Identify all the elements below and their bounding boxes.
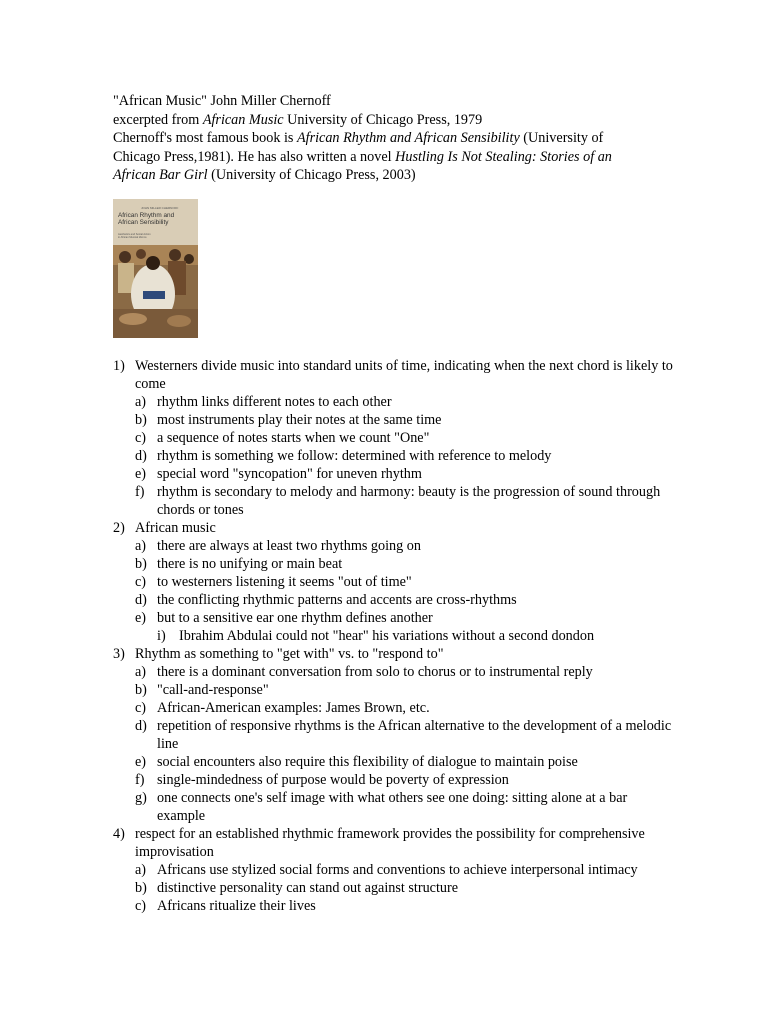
list-marker: e): [135, 610, 147, 626]
list-text: to westerners listening it seems "out of time": [157, 574, 412, 590]
list-item: [113, 393, 673, 411]
source-line: excerpted from African Music University of Chicago Press, 1979: [113, 111, 483, 128]
list-text: social encounters also require this flexibility of dialogue to maintain poise: [157, 754, 578, 770]
list-text: there is a dominant conversation from solo to chorus or to instrumental reply: [157, 664, 593, 680]
list-text: respect for an established rhythmic framework provides the possibility for comprehensive improvisation: [135, 826, 645, 860]
list-text: Ibrahim Abdulai could not "hear" his variations without a second dondon: [179, 628, 595, 644]
source-title: African Music: [202, 111, 284, 128]
list-text: "call-and-response": [157, 682, 269, 698]
list-marker: c): [135, 898, 147, 914]
list-item: [113, 789, 673, 825]
list-marker: e): [135, 754, 147, 770]
book-line-2: Chicago Press,1981). He has also written a novel Hustling Is Not Stealing: Stories of an: [113, 148, 612, 165]
list-item: [113, 573, 673, 591]
list-marker: f): [135, 484, 145, 500]
list-item: [113, 555, 673, 573]
book-title: African Rhythm and African Sensibility: [296, 130, 520, 146]
list-item: [113, 537, 673, 555]
outline-list: [113, 357, 673, 915]
list-marker: d): [135, 718, 147, 734]
list-marker: b): [135, 412, 147, 428]
book-line-1: Chernoff's most famous book is African Rhythm and African Sensibility (University of: [113, 130, 604, 146]
list-item: [113, 627, 673, 645]
list-text: single-mindedness of purpose would be poverty of expression: [157, 772, 509, 788]
list-item: [113, 771, 673, 789]
list-item: [113, 717, 673, 753]
list-marker: a): [135, 862, 147, 878]
list-marker: d): [135, 448, 147, 464]
list-marker: a): [135, 664, 147, 680]
list-marker: 1): [113, 358, 125, 374]
title-line: "African Music" John Miller Chernoff: [113, 93, 331, 109]
list-text: Africans use stylized social forms and conventions to achieve interpersonal intimacy: [157, 862, 638, 878]
novel-title-part1: Hustling Is Not Stealing: Stories of an: [395, 148, 612, 165]
list-item: [113, 609, 673, 627]
list-text: a sequence of notes starts when we count "One": [157, 430, 430, 446]
list-item: [113, 411, 673, 429]
list-text: there are always at least two rhythms going on: [157, 538, 421, 554]
list-text: African-American examples: James Brown, etc.: [157, 700, 430, 716]
list-marker: d): [135, 592, 147, 608]
list-marker: c): [135, 574, 147, 590]
list-marker: a): [135, 394, 147, 410]
list-text: Africans ritualize their lives: [157, 898, 316, 914]
cover-title: African Rhythm and African Sensibility: [118, 212, 175, 226]
list-text: special word "syncopation" for uneven rhythm: [157, 466, 422, 482]
book-line-3: African Bar Girl (University of Chicago Press, 2003): [113, 167, 416, 183]
list-item: [113, 699, 673, 717]
list-item: [113, 861, 673, 879]
novel-title-part2: African Bar Girl: [113, 167, 208, 183]
list-item: [113, 681, 673, 699]
list-text: there is no unifying or main beat: [157, 556, 343, 572]
list-marker: 3): [113, 646, 125, 662]
list-item: [113, 825, 673, 861]
list-marker: g): [135, 790, 147, 806]
cover-subtitle: Aesthetics and Social Action in African Musical Idioms: [118, 233, 151, 240]
cover-series-text: JOHN MILLER CHERNOFF: [141, 206, 179, 210]
list-text: Rhythm as something to "get with" vs. to "respond to": [135, 646, 444, 662]
list-item: [113, 591, 673, 609]
list-item: [113, 483, 673, 519]
list-marker: c): [135, 700, 147, 716]
list-marker: c): [135, 430, 147, 446]
list-item: [113, 897, 673, 915]
list-text: but to a sensitive ear one rhythm defines another: [157, 610, 433, 626]
list-text: the conflicting rhythmic patterns and accents are cross-rhythms: [157, 592, 517, 608]
list-marker: e): [135, 466, 147, 482]
list-text: Westerners divide music into standard units of time, indicating when the next chord is likely to come: [135, 358, 673, 392]
list-text: rhythm is secondary to melody and harmony: beauty is the progression of sound through chords or tones: [157, 484, 661, 518]
list-marker: a): [135, 538, 147, 554]
list-marker: i): [157, 628, 166, 644]
list-item: [113, 753, 673, 771]
list-item: [113, 663, 673, 681]
list-marker: 2): [113, 520, 125, 536]
list-item: [113, 429, 673, 447]
list-item: [113, 519, 673, 537]
list-text: one connects one's self image with what others see one doing: sitting alone at a bar example: [157, 790, 628, 824]
list-item: [113, 357, 673, 393]
list-item: [113, 879, 673, 897]
list-marker: 4): [113, 826, 125, 842]
list-text: rhythm is something we follow: determined with reference to melody: [157, 448, 552, 464]
list-marker: f): [135, 772, 145, 788]
list-text: repetition of responsive rhythms is the African alternative to the development of a melodic line: [157, 718, 672, 752]
list-item: [113, 465, 673, 483]
list-marker: b): [135, 682, 147, 698]
list-text: African music: [135, 520, 216, 536]
list-text: distinctive personality can stand out against structure: [157, 880, 459, 896]
book-cover-image: [113, 199, 198, 338]
list-text: rhythm links different notes to each other: [157, 394, 392, 410]
list-text: most instruments play their notes at the same time: [157, 412, 442, 428]
list-marker: b): [135, 556, 147, 572]
list-item: [113, 645, 673, 663]
list-item: [113, 447, 673, 465]
document-header: [113, 92, 673, 185]
list-marker: b): [135, 880, 147, 896]
